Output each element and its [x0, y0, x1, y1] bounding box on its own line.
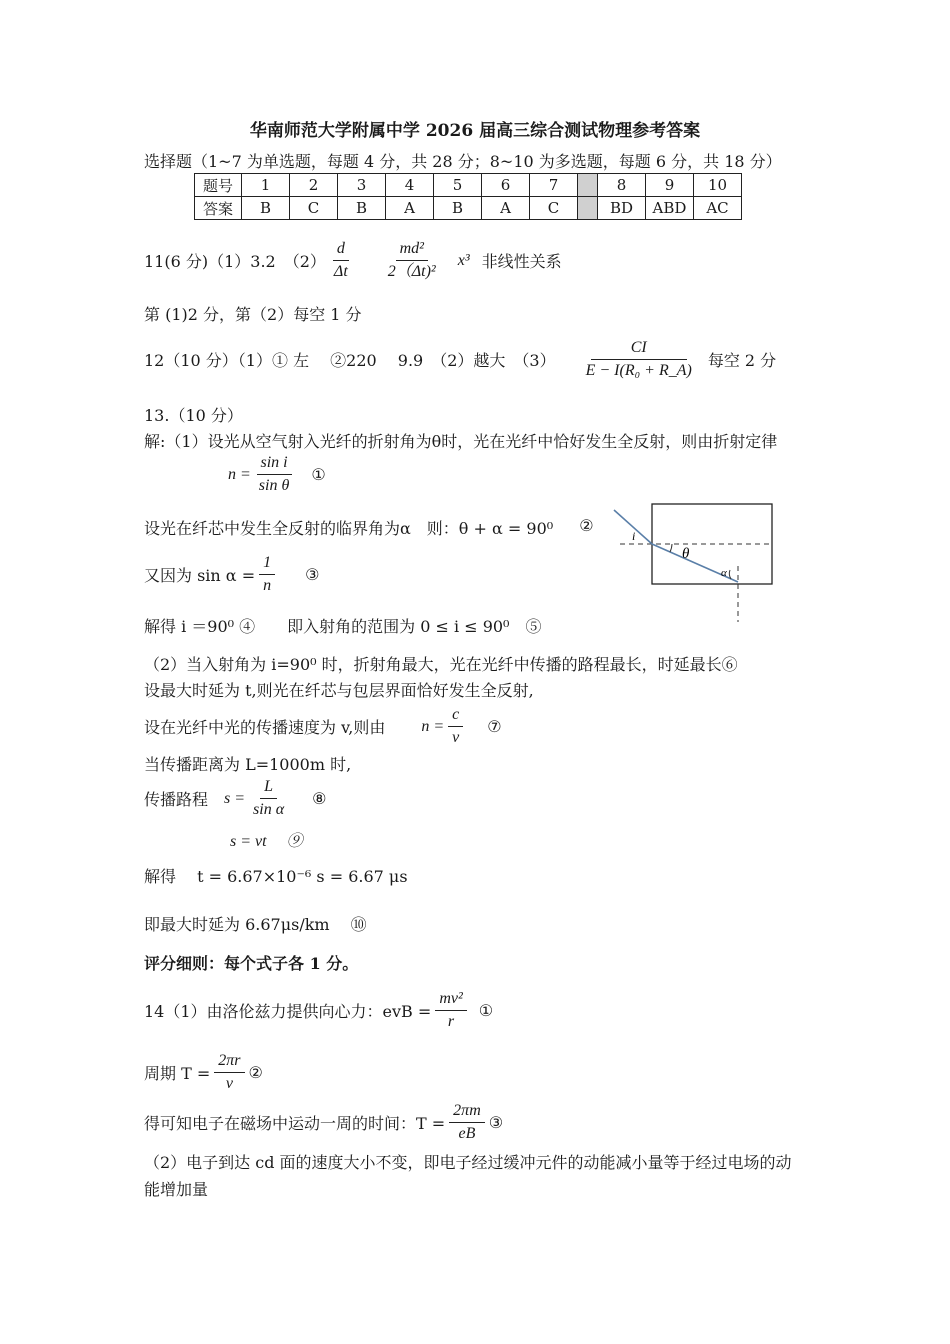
q13-line6: 设最大时延为 t,则光在纤芯与包层界面恰好发生全反射,	[144, 681, 534, 700]
row-label: 答案	[195, 197, 242, 220]
choice-intro: 选择题（1~7 为单选题，每题 4 分，共 28 分；8~10 为多选题，每题 6 分，共 18 分）	[144, 152, 782, 171]
table-cell: 6	[482, 174, 530, 197]
q13-line11: 解得 t = 6.67×10⁻⁶ s = 6.67 μs	[144, 867, 408, 886]
q11-x3: x³	[457, 251, 470, 269]
table-cell: A	[482, 197, 530, 220]
q13-line9: 传播路程 s = $\frac{L}{\text{sin α}}$ ⑧	[144, 778, 327, 818]
q13-line1: 解:（1）设光从空气射入光纤的折射角为θ时，光在光纤中恰好发生全反射，则由折射定律	[144, 432, 778, 451]
q14-line3: 得可知电子在磁场中运动一周的时间：T = $\frac{2\pi m}{eB}$ ③	[144, 1102, 504, 1142]
label-alpha: α	[721, 567, 727, 579]
table-cell: BD	[598, 197, 646, 220]
q12-line	[144, 337, 776, 382]
q13-line10: s = vt ⑨	[230, 833, 303, 850]
q13-line2: 设光在纤芯中发生全反射的临界角为α 则：θ + α = 90⁰ ②	[144, 516, 594, 538]
table-cell: B	[338, 197, 386, 220]
q14-line4: （2）电子到达 cd 面的速度大小不变，即电子经过缓冲元件的动能减小量等于经过电场的动	[144, 1153, 792, 1172]
q13-line5: （2）当入射角为 i=90⁰ 时，折射角最大，光在光纤中传播的路程最长，时延最长⑥	[144, 655, 738, 674]
table-cell: 5	[434, 174, 482, 197]
label-i: i	[632, 529, 636, 543]
q11-prefix: 11(6 分)（1）3.2 （2）	[144, 252, 326, 271]
q13-line8: 当传播距离为 L=1000m 时,	[144, 755, 352, 774]
table-row	[195, 197, 742, 220]
q14-line5: 能增加量	[144, 1180, 209, 1199]
table-cell: 4	[386, 174, 434, 197]
q13-eq1: n = $\frac{\text{sin i}}{\text{sin θ}}$ ①	[228, 454, 326, 494]
q14-line2: 周期 T = $\frac{2\pi r}{v}$ ②	[144, 1052, 263, 1092]
fiber-diagram	[600, 496, 780, 626]
table-gap	[578, 197, 598, 220]
table-row	[195, 174, 742, 197]
page-title: 华南师范大学附属中学 2026 届高三综合测试物理参考答案	[249, 121, 701, 141]
table-cell: 1	[242, 174, 290, 197]
table-cell: 7	[530, 174, 578, 197]
table-cell: 10	[694, 174, 742, 197]
q13-line7: 设在光纤中光的传播速度为 v,则由 n = $\frac{c}{v}$ ⑦	[144, 706, 502, 746]
table-cell: AC	[694, 197, 742, 220]
theta-arc	[670, 544, 672, 552]
q13-header: 13.（10 分）	[144, 406, 243, 425]
row-label: 题号	[195, 174, 242, 197]
table-gap	[578, 174, 598, 197]
q14-line1: 14（1）由洛伦兹力提供向心力：evB = $\frac{\text{mv²}}{r}$ ①	[144, 990, 494, 1030]
table-cell: 9	[646, 174, 694, 197]
table-cell: B	[242, 197, 290, 220]
q11-frac2: $\frac{\text{md²}}{\text{2（Δt)²}}$	[387, 240, 436, 280]
q11-frac1: $\frac{d}{\Delta t}$	[333, 240, 348, 280]
table-cell: B	[434, 197, 482, 220]
table-cell: 3	[338, 174, 386, 197]
q13-line3: 又因为 sin α = $\frac{1}{n}$ ③	[144, 554, 320, 594]
table-cell: C	[290, 197, 338, 220]
table-cell: A	[386, 197, 434, 220]
q13-scoring: 评分细则：每个式子各 1 分。	[144, 954, 359, 973]
table-cell: 2	[290, 174, 338, 197]
q12-suffix: 每空 2 分	[707, 351, 777, 370]
q11-suffix: 非线性关系	[481, 252, 562, 271]
table-cell: C	[530, 197, 578, 220]
label-theta: θ	[682, 546, 690, 562]
q13-line12: 即最大时延为 6.67μs/km ⑩	[144, 915, 367, 934]
q11-scoring: 第 (1)2 分，第（2）每空 1 分	[144, 305, 362, 324]
q11-line	[144, 238, 562, 283]
q13-line4: 解得 i ＝90⁰ ④ 即入射角的范围为 0 ≤ i ≤ 90⁰ ⑤	[144, 617, 542, 636]
table-cell: 8	[598, 174, 646, 197]
table-cell: ABD	[646, 197, 694, 220]
q12-frac: $\frac{CI}{\text{E − I(R₀ + R\_A)}}$	[585, 339, 692, 379]
answer-table	[194, 173, 742, 220]
q12-text: 12（10 分）（1）① 左 ②220 9.9 （2）越大 （3）	[144, 351, 556, 370]
